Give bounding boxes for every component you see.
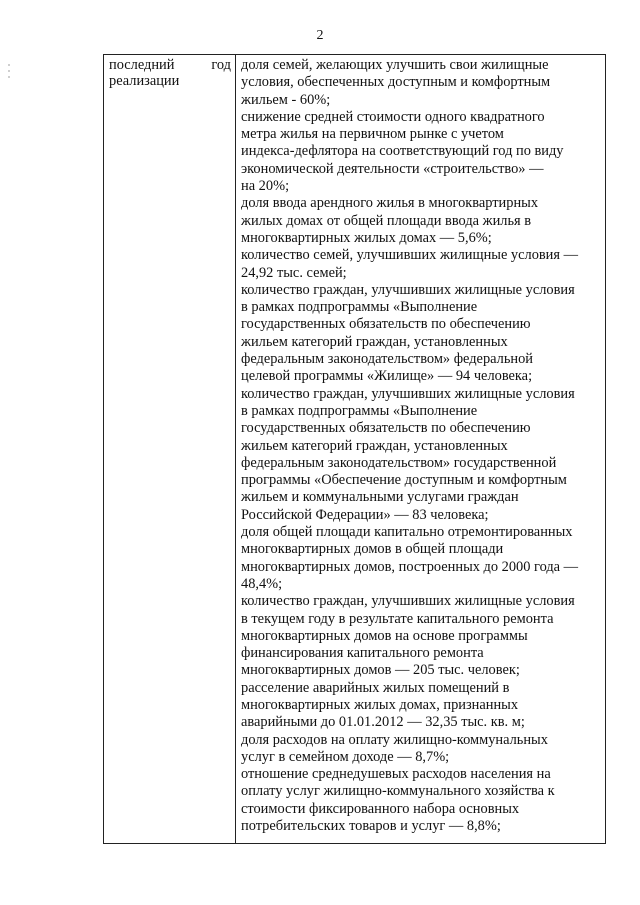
- indicator-line: экономической деятельности «строительство» —: [241, 160, 544, 177]
- indicator-line: государственных обязательств по обеспечению: [241, 420, 531, 437]
- page-number: 2: [316, 28, 324, 43]
- indicator-line: расселение аварийных жилых помещений в: [241, 679, 510, 696]
- indicator-line: многоквартирных домов, построенных до 2000 года —: [241, 558, 579, 575]
- indicator-line: в текущем году в результате капитального ремонта: [241, 610, 554, 627]
- indicator-line: стоимости фиксированного набора основных: [241, 800, 520, 817]
- indicator-line: жильем категорий граждан, установленных: [241, 437, 508, 454]
- indicator-line: оплату услуг жилищно-коммунального хозяйства к: [241, 783, 555, 800]
- indicator-line: федеральным законодательством» государственной: [241, 454, 557, 471]
- indicator-line: на 20%;: [241, 178, 290, 195]
- indicator-line: доля ввода арендного жилья в многоквартирных: [241, 195, 539, 212]
- indicator-line: количество граждан, улучшивших жилищные условия: [241, 593, 575, 610]
- indicator-line: многоквартирных домов в общей площади: [241, 541, 504, 558]
- indicator-line: снижение средней стоимости одного квадратного: [241, 108, 545, 125]
- indicator-line: доля семей, желающих улучшить свои жилищные: [241, 57, 549, 73]
- indicator-line: количество граждан, улучшивших жилищные условия: [241, 281, 575, 298]
- indicator-line: количество граждан, улучшивших жилищные условия: [241, 385, 575, 402]
- period-cell: [104, 55, 236, 844]
- indicator-line: жильем и коммунальными услугами граждан: [241, 489, 519, 506]
- scan-artifact: [8, 64, 10, 66]
- indicator-line: финансирования капитального ремонта: [241, 645, 484, 662]
- indicator-line: количество семей, улучшивших жилищные условия —: [241, 247, 578, 264]
- indicator-line: в рамках подпрограммы «Выполнение: [241, 299, 478, 316]
- indicator-line: многоквартирных домов на основе программы: [241, 627, 528, 644]
- scan-artifact: [8, 76, 10, 78]
- indicator-line: программы «Обеспечение доступным и комфортным: [241, 472, 567, 489]
- indicator-line: аварийными до 01.01.2012 — 32,35 тыс. кв. м;: [241, 714, 525, 731]
- indicator-line: жильем категорий граждан, установленных: [241, 333, 508, 350]
- indicator-line: условия, обеспеченных доступным и комфортным: [241, 74, 551, 91]
- indicator-line: жилых домах от общей площади ввода жилья в: [241, 212, 532, 229]
- indicator-line: жильем - 60%;: [241, 91, 331, 108]
- indicator-line: 48,4%;: [241, 575, 283, 592]
- indicator-line: потребительских товаров и услуг — 8,8%;: [241, 818, 501, 835]
- indicator-line: 24,92 тыс. семей;: [241, 264, 347, 281]
- period-label-line: [109, 57, 231, 73]
- indicator-line: государственных обязательств по обеспечению: [241, 316, 531, 333]
- indicator-line: услуг в семейном доходе — 8,7%;: [241, 748, 450, 765]
- indicator-line: индекса-дефлятора на соответствующий год по виду: [241, 143, 564, 160]
- indicator-line: доля расходов на оплату жилищно-коммунальных: [241, 731, 548, 748]
- indicator-line: отношение среднедушевых расходов населения на: [241, 766, 551, 783]
- indicator-line: Российской Федерации» — 83 человека;: [241, 506, 489, 523]
- period-label-word: последний: [109, 57, 175, 73]
- indicator-line: целевой программы «Жилище» — 94 человека;: [241, 368, 533, 385]
- indicator-line: метра жилья на первичном рынке с учетом: [241, 126, 504, 143]
- indicator-line: доля общей площади капитально отремонтированных: [241, 524, 573, 541]
- indicator-line: многоквартирных жилых домах, признанных: [241, 696, 519, 713]
- period-label-line: реализации: [109, 73, 180, 90]
- period-label-word: год: [211, 57, 231, 73]
- indicator-line: федеральным законодательством» федеральной: [241, 351, 533, 368]
- indicator-line: в рамках подпрограммы «Выполнение: [241, 402, 478, 419]
- table-row: [104, 55, 606, 844]
- indicator-line: многоквартирных жилых домах — 5,6%;: [241, 229, 492, 246]
- indicator-line: многоквартирных домов — 205 тыс. человек;: [241, 662, 520, 679]
- indicators-table: [103, 54, 606, 844]
- indicators-cell: [236, 55, 606, 844]
- scan-artifact: [8, 70, 10, 72]
